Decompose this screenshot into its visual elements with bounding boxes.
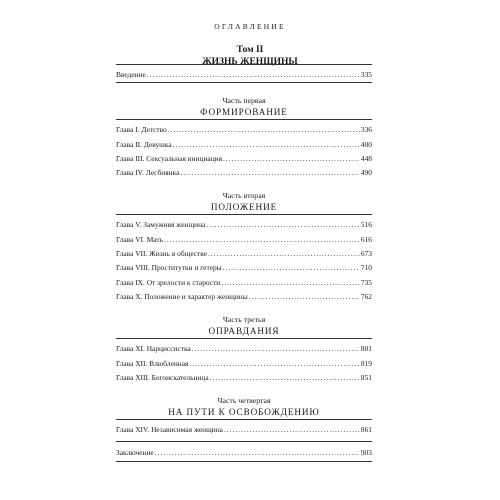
dot-leader — [208, 247, 360, 261]
dot-leader — [147, 68, 360, 82]
toc-entry — [116, 276, 372, 290]
part-chapters-2 — [116, 218, 372, 304]
entry-page: 516 — [360, 220, 372, 230]
divider — [116, 119, 372, 120]
part-chapters-1 — [116, 123, 372, 180]
dot-leader — [173, 138, 360, 152]
entry-title: Глава XIII. Богоискательница — [116, 372, 209, 382]
part-heading-1 — [116, 96, 372, 118]
dot-leader — [155, 446, 360, 460]
toc-entry — [116, 233, 372, 247]
part-name: ФОРМИРОВАНИЕ — [200, 107, 288, 118]
entry-title: Заключение — [116, 448, 154, 458]
dot-leader — [210, 371, 360, 385]
part-heading-3 — [116, 315, 372, 337]
dot-leader — [189, 357, 359, 371]
toc-entry — [116, 423, 372, 437]
dot-leader — [224, 423, 360, 437]
entry-page: 819 — [360, 358, 372, 368]
part-chapters-3 — [116, 342, 372, 385]
toc-entry — [116, 371, 372, 385]
divider — [116, 461, 372, 462]
entry-title: Глава VIII. Проститутки и гетеры — [116, 263, 222, 273]
toc-entry — [116, 247, 372, 261]
entry-page: 490 — [360, 168, 372, 178]
entry-page: 762 — [360, 291, 372, 301]
dot-leader — [223, 152, 360, 166]
divider — [116, 64, 372, 65]
dot-leader — [249, 290, 360, 304]
entry-title: Глава X. Положение и характер женщины — [116, 291, 248, 301]
part-heading-2 — [116, 191, 372, 213]
entry-page: 851 — [360, 372, 372, 382]
table-of-contents — [116, 64, 372, 462]
entry-page: 335 — [360, 70, 372, 79]
dot-leader — [192, 342, 360, 356]
dot-leader — [206, 218, 360, 232]
entry-title: Глава XII. Влюбленная — [116, 358, 189, 368]
part-label: Часть четвертая — [217, 396, 271, 406]
part-label: Часть вторая — [222, 191, 266, 201]
toc-entry — [116, 290, 372, 304]
running-header: ОГЛАВЛЕНИЕ — [214, 22, 286, 31]
dot-leader — [168, 123, 360, 137]
dot-leader — [221, 276, 360, 290]
entry-title: Глава I. Детство — [116, 125, 167, 135]
entry-page: 336 — [360, 125, 372, 135]
divider — [116, 214, 372, 215]
toc-entry — [116, 152, 372, 166]
toc-entry — [116, 218, 372, 232]
toc-entry — [116, 138, 372, 152]
dot-leader — [223, 261, 360, 275]
entry-page: 861 — [360, 425, 372, 435]
divider — [116, 82, 372, 83]
entry-title: Глава VII. Жизнь в обществе — [116, 249, 208, 259]
dot-leader — [180, 166, 360, 180]
entry-title: Глава XIV. Независимая женщина — [116, 425, 223, 435]
entry-title: Глава V. Замужняя женщина — [116, 220, 206, 230]
part-name: НА ПУТИ К ОСВОБОЖДЕНИЮ — [168, 407, 320, 418]
entry-page: 710 — [360, 263, 372, 273]
entry-page: 801 — [360, 344, 372, 354]
part-chapters-4 — [116, 423, 372, 437]
toc-entry — [116, 123, 372, 137]
entry-title: Введение — [116, 70, 146, 79]
toc-entry — [116, 261, 372, 275]
part-label: Часть первая — [222, 96, 266, 106]
entry-title: Глава XI. Нарциссистка — [116, 344, 191, 354]
volume-title: ЖИЗНЬ ЖЕНЩИНЫ — [202, 57, 298, 67]
entry-title: Глава VI. Мать — [116, 234, 163, 244]
toc-entry — [116, 357, 372, 371]
part-label: Часть третья — [222, 315, 266, 325]
entry-page: 400 — [360, 139, 372, 149]
entry-page: 616 — [360, 234, 372, 244]
part-name: ОПРАВДАНИЯ — [208, 326, 280, 337]
part-heading-4 — [116, 396, 372, 418]
entry-title: Глава IV. Лесбиянка — [116, 168, 180, 178]
dot-leader — [164, 233, 360, 247]
toc-entry-intro — [116, 68, 372, 82]
divider — [116, 338, 372, 339]
volume-label: Том II — [236, 45, 264, 55]
toc-entry-conclusion — [116, 446, 372, 460]
entry-title: Глава III. Сексуальная инициация — [116, 153, 223, 163]
entry-page: 673 — [360, 249, 372, 259]
toc-entry — [116, 166, 372, 180]
divider — [116, 441, 372, 442]
part-name: ПОЛОЖЕНИЕ — [210, 202, 278, 213]
entry-title: Глава IX. От зрелости к старости — [116, 277, 221, 287]
toc-entry — [116, 342, 372, 356]
entry-page: 448 — [360, 153, 372, 163]
divider — [116, 419, 372, 420]
entry-title: Глава II. Девушка — [116, 139, 172, 149]
entry-page: 735 — [360, 277, 372, 287]
entry-page: 903 — [360, 448, 372, 458]
